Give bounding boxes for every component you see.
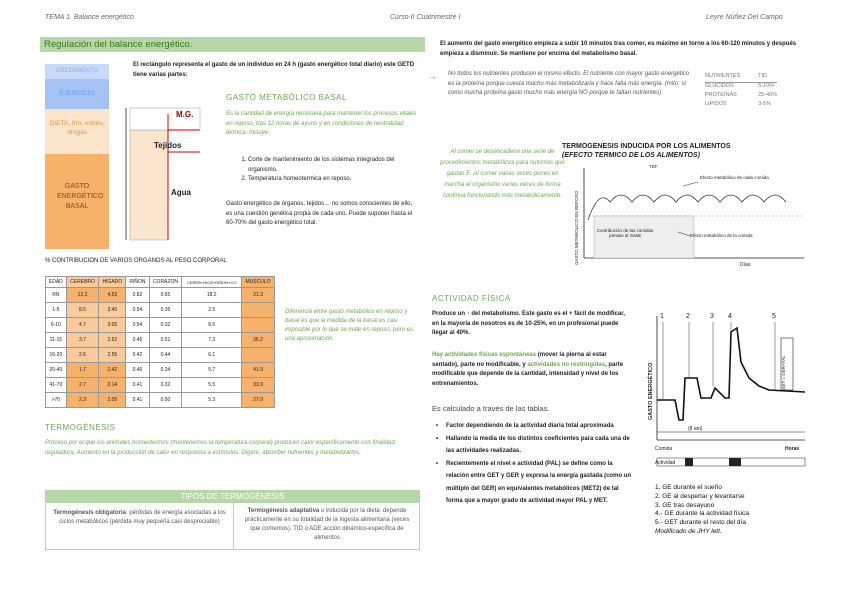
activity-num: 5 bbox=[772, 313, 776, 320]
tef-intro: El aumento del gasto energético empieza a subir 10 minutos tras comer, es máximo en torno a los 60-120 minutos y después empieza a disminuir. Se mantiene por encima del metabolismo basal. bbox=[440, 41, 797, 57]
org-table-cell: 0.45 bbox=[126, 333, 149, 348]
activity-num: 2 bbox=[686, 313, 690, 320]
org-table-cell: 3.05 bbox=[99, 318, 126, 333]
activity-legend bbox=[655, 484, 749, 537]
org-table-cell: 0.41 bbox=[126, 393, 149, 408]
actividad-p2b: (mover la pierna al estar sentado), parte no modificable, y bbox=[432, 352, 607, 368]
org-table-cell: 27.0 bbox=[242, 393, 275, 408]
org-table-cell: 0.32 bbox=[149, 318, 182, 333]
tipo-obligatoria-label: Termogénesis obligatoria bbox=[53, 510, 126, 516]
tef-label-each: Efecto metabólico de cada comida bbox=[700, 175, 769, 180]
org-table-cell: 0.54 bbox=[126, 318, 149, 333]
arrow-icon: → bbox=[428, 71, 437, 81]
org-table-cell: 2.6 bbox=[66, 348, 99, 363]
org-table-cell: 2.42 bbox=[99, 363, 126, 378]
comp-label-tejidos: Tejidos bbox=[154, 141, 182, 150]
org-table-cell: 2.05 bbox=[99, 393, 126, 408]
gmb-note: Gasto energético de órganos, tejidos… no somos conscientes de ello, es una cuestión genética propia de cada uno. Puede suponer hasta el 60-70% del gasto energético total. bbox=[226, 201, 413, 226]
activity-num: 4 bbox=[728, 313, 732, 320]
actividad-title: ACTIVIDAD FÍSICA bbox=[432, 294, 511, 303]
org-table-cell: 6-10 bbox=[46, 318, 67, 333]
org-table-note: Diferencia entre gasto metabólico en reposo y basal es que la medida de la basal es casi imposible por lo que se mide en reposo, pero es una aproximación. bbox=[285, 309, 414, 342]
green-note: Al comer se desencadena una serie de procedimientos metabólicos para nutrirnos que gastan E. Al comer varias veces pones en marcha el organismo varias veces de forma continua funcionando más metabólicamente. bbox=[440, 149, 565, 199]
tef-ylabel: GASTO METABOLICO EN REPOSO bbox=[574, 190, 579, 265]
org-table-cell: 0.46 bbox=[126, 363, 149, 378]
gmb-list bbox=[248, 156, 418, 185]
org-table-cell: 2.14 bbox=[99, 378, 126, 393]
tef-xlabel: Días bbox=[740, 262, 751, 268]
header-center: Curso II Cuatrimestre I bbox=[390, 14, 461, 21]
actividad-espontaneas: Hay actividades físicas espontáneas bbox=[432, 352, 537, 358]
activity-num: 3 bbox=[710, 313, 714, 320]
header-left: TEMA 1. Balance energético bbox=[45, 14, 134, 21]
body-composition-diagram bbox=[116, 100, 216, 245]
org-table-row bbox=[46, 288, 275, 303]
org-table-cell: 5.7 bbox=[182, 363, 242, 378]
activity-num: 1 bbox=[660, 313, 664, 320]
bar-gasto-basal: GASTO ENERGÉTICO BASAL bbox=[45, 154, 109, 249]
org-table-cell: 2.7 bbox=[66, 378, 99, 393]
gmb-item: 1. Corte de mantenimiento de los sistemas integrados del organismo. bbox=[248, 156, 418, 175]
bar-dieta: DIETA, frío, estrés, drogas bbox=[45, 109, 109, 154]
reg-intro: El rectángulo representa el gasto de un individuo en 24 h (gasto energético total diario) este GETD tiene varias partes: bbox=[133, 62, 415, 78]
org-table-cell: 0.34 bbox=[149, 363, 182, 378]
org-table-cell: 0.35 bbox=[149, 303, 182, 318]
tipo-adaptativa bbox=[234, 505, 420, 545]
bar-crecimiento: CRECIMIENTO bbox=[45, 64, 109, 79]
actividad-no-restringidas: actividades no restringidas bbox=[527, 361, 606, 368]
org-table-cell: 0.82 bbox=[126, 288, 149, 303]
activity-hours-label: (8 am) bbox=[688, 426, 703, 432]
tef-subtitle: (EFECTO TERMICO DE LOS ALIMENTOS) bbox=[562, 152, 700, 159]
org-table-cell: 33.9 bbox=[242, 378, 275, 393]
org-table-cell: 0.54 bbox=[126, 303, 149, 318]
org-table-cell: 2.62 bbox=[99, 333, 126, 348]
legend-source: Modificado de JHY lett. bbox=[655, 527, 722, 535]
org-table-cell: 0.42 bbox=[126, 348, 149, 363]
org-table-cell: 2.3 bbox=[66, 393, 99, 408]
org-table-cell: >70 bbox=[46, 393, 67, 408]
org-table-cell bbox=[242, 318, 275, 333]
org-table-row bbox=[46, 363, 275, 378]
tipo-obligatoria-text: : pérdidas de energía asociadas a los ciclos metabólicos (pérdida muy pequeña casi despreciable) bbox=[59, 510, 226, 525]
activity-ylabel: GASTO ENERGÉTICO bbox=[648, 362, 654, 420]
org-table-cell bbox=[242, 348, 275, 363]
org-table-cell: 8.5 bbox=[182, 318, 242, 333]
gmb-definition: Es la cantidad de energía necesaria para mantener los procesos vitales en reposo, tras 12 horas de ayuno y en condiciones de neutralidad térmica. Incluye: bbox=[226, 111, 417, 136]
nutrient-cell: PROTEÍNAS bbox=[705, 92, 737, 98]
org-table-cell: 2.5 bbox=[182, 303, 242, 318]
org-table-cell: 3.45 bbox=[99, 303, 126, 318]
termogenesis-text: Proceso por el que los animales homeotermos (mantenemos la temperatura corporal) producen calor específicamente con finalidad reguladora. Aumento en la producción de calor en respuesta a estímulos. Digerir, absorber nutrientes y metabolizarlos. bbox=[45, 440, 395, 456]
col-corazon: CORAZON bbox=[149, 277, 182, 288]
org-table-cell: 4.7 bbox=[66, 318, 99, 333]
org-table-title: % CONTRIBUCION DE VARIOS ORGANOS AL PESO CORPORAL bbox=[45, 258, 227, 264]
nutrient-row bbox=[705, 73, 777, 83]
nutrient-row bbox=[705, 92, 777, 101]
org-table-cell: 16-20 bbox=[46, 348, 67, 363]
actividad-item: • Factor dependiendo de la actividad diaria total aproximada bbox=[434, 420, 634, 433]
gmb-title: GASTO METABÓLICO BASAL bbox=[226, 93, 347, 102]
org-table-cell: 12.2 bbox=[66, 288, 99, 303]
org-table-cell: 21.3 bbox=[242, 288, 275, 303]
tef-label-tef: TEF bbox=[649, 164, 658, 169]
nutrient-row bbox=[705, 83, 777, 93]
nutrient-cell: TID bbox=[740, 73, 777, 83]
org-table-row bbox=[46, 333, 275, 348]
org-table-row bbox=[46, 303, 275, 318]
org-table-cell: 20-40 bbox=[46, 363, 67, 378]
tef-label-meal: Efecto metabólico de la comida bbox=[690, 233, 753, 238]
org-table-cell: 3.7 bbox=[66, 333, 99, 348]
activity-bar-block-2 bbox=[729, 458, 741, 466]
actividad-p2 bbox=[432, 351, 632, 389]
tipo-adaptativa-label: Termogénesis adaptativa bbox=[247, 508, 320, 514]
org-table-row bbox=[46, 378, 275, 393]
org-table-cell: 36.2 bbox=[242, 333, 275, 348]
org-table-header bbox=[46, 277, 275, 288]
org-table-row bbox=[46, 393, 275, 408]
org-table-row bbox=[46, 318, 275, 333]
org-table-cell: 5.5 bbox=[182, 378, 242, 393]
activity-x2: Horas bbox=[785, 446, 800, 452]
col-cerebro: CEREBRO bbox=[66, 277, 99, 288]
legend-item: 2. GE al despertar y levantarse bbox=[655, 492, 745, 500]
legend-item: 1. GE durante el sueño bbox=[655, 484, 722, 491]
org-table-cell: 41-70 bbox=[46, 378, 67, 393]
actividad-p2d: , parte modificable que depende de la cantidad, intensidad y nivel de los entrenamientos. bbox=[432, 361, 624, 387]
col-rinon: RIÑON bbox=[126, 277, 149, 288]
actividad-list bbox=[434, 420, 634, 508]
org-table-cell: 8.5 bbox=[66, 303, 99, 318]
actividad-p1: Produce un ↑ del metabolismo. Este gasto es el + fácil de modificar, en la mayoría de nosotros es de 10-25%, en un profesional puede llegar al 40%. bbox=[432, 311, 625, 336]
org-table-cell: 0.51 bbox=[149, 333, 182, 348]
org-table-cell: 5.3 bbox=[182, 393, 242, 408]
org-table-cell: 0.65 bbox=[149, 288, 182, 303]
actividad-item: • Recientemente el nivel e actividad (PAL) se define como la relación entre GET y GER y expresa la energía gastada (como un múltiplo del GER) en equivalentes metabólicos (MET2) de tal forma que a mayor grado de actividad mayor PAL y MET. bbox=[434, 458, 634, 508]
nutrient-cell: LIPIDOS bbox=[705, 101, 727, 107]
org-table-cell: 0.44 bbox=[149, 348, 182, 363]
section-title-regulacion: Regulación del balance energético. bbox=[40, 37, 425, 52]
org-table-cell: 2.55 bbox=[99, 348, 126, 363]
nutrient-cell: 3-5% bbox=[758, 101, 771, 107]
nutrient-cell: NUTRIENTES bbox=[705, 73, 740, 83]
nutrient-row bbox=[705, 101, 777, 110]
org-table-cell: 6.1 bbox=[182, 348, 242, 363]
org-table-cell: 0.50 bbox=[149, 393, 182, 408]
activity-get-label: GET = GER+TAL bbox=[781, 355, 786, 390]
org-table bbox=[45, 276, 275, 408]
comp-label-agua: Agua bbox=[171, 188, 191, 197]
actividad-item: • Hallando la media de los distintos coeficientes para cada una de las actividades realizadas. bbox=[434, 433, 634, 458]
tef-pointer-1 bbox=[683, 182, 698, 186]
activity-bar-block-1 bbox=[685, 458, 693, 466]
legend-item: 4.- GE durante la actividad física bbox=[655, 510, 749, 518]
tipo-adaptativa-text: o inducida por la dieta: depende prácticamente en su totalidad de la ingesta alimentaria (veces que comemos). TID o ADE acción dinámico-específica de alimentos bbox=[244, 508, 410, 541]
legend-item: 5.- GET durante el resto del día bbox=[655, 519, 746, 527]
org-table-row bbox=[46, 348, 275, 363]
col-total: CEREB+HIGA+RIÑON+CO bbox=[182, 277, 242, 288]
org-table-cell: 18.2 bbox=[182, 288, 242, 303]
org-table-cell: 0.32 bbox=[149, 378, 182, 393]
tipos-title: TIPOS DE TERMOGÉNESIS bbox=[46, 491, 419, 503]
org-table-cell: 11-15 bbox=[46, 333, 67, 348]
actividad-calc: Es calculado a través de las tablas. bbox=[432, 404, 550, 413]
comp-label-mg: M.G. bbox=[176, 110, 194, 119]
tipos-box bbox=[45, 490, 420, 550]
org-table-cell bbox=[242, 303, 275, 318]
org-table-cell: RN bbox=[46, 288, 67, 303]
energy-bar bbox=[45, 64, 109, 249]
nutrient-cell: 25-40% bbox=[758, 92, 778, 98]
activity-x1: Comida bbox=[655, 446, 673, 452]
nutrient-table bbox=[705, 73, 777, 110]
org-table-cell: 7.3 bbox=[182, 333, 242, 348]
col-higado: HIGADO bbox=[99, 277, 126, 288]
tipo-obligatoria bbox=[46, 505, 233, 531]
org-table-cell: 1.7 bbox=[66, 363, 99, 378]
header-right: Leyre Núñez Del Campo bbox=[706, 14, 783, 21]
activity-graph bbox=[645, 300, 815, 480]
tef-label-prev: Contribución de las comidas previas al GasB bbox=[596, 228, 654, 238]
org-table-cell: 0.41 bbox=[126, 378, 149, 393]
col-musculo: MUSCULO bbox=[242, 277, 275, 288]
org-table-cell: 4.53 bbox=[99, 288, 126, 303]
col-edad: EDAD bbox=[46, 277, 67, 288]
gmb-item: 2. Temperatura homeotermica en reposo. bbox=[248, 175, 418, 185]
org-table-cell: 1-5 bbox=[46, 303, 67, 318]
termogenesis-title: TERMOGÉNESIS bbox=[45, 423, 116, 432]
activity-act-label: Actividad bbox=[655, 460, 676, 466]
nutrient-cell: GLUCIDOS bbox=[705, 83, 734, 89]
bar-ejercicio: EJERCICIO bbox=[45, 79, 109, 109]
org-table-cell: 41.9 bbox=[242, 363, 275, 378]
tef-title: TERMOGENESIS INDUCIDA POR LOS ALIMENTOS bbox=[562, 143, 731, 150]
nutrient-note: No todos los nutrientes producen el mismo efecto. El nutriente con mayor gasto energético es la proteína porque cuesta mucho más metabolizarla y hace falta más energía. (mito: si como mucha proteína gasto mucho más energía NO porque te faltan nutrientes) bbox=[448, 71, 690, 96]
legend-item: 3. GE tras desayuno bbox=[655, 501, 715, 509]
nutrient-cell: 5-10% bbox=[758, 83, 775, 89]
